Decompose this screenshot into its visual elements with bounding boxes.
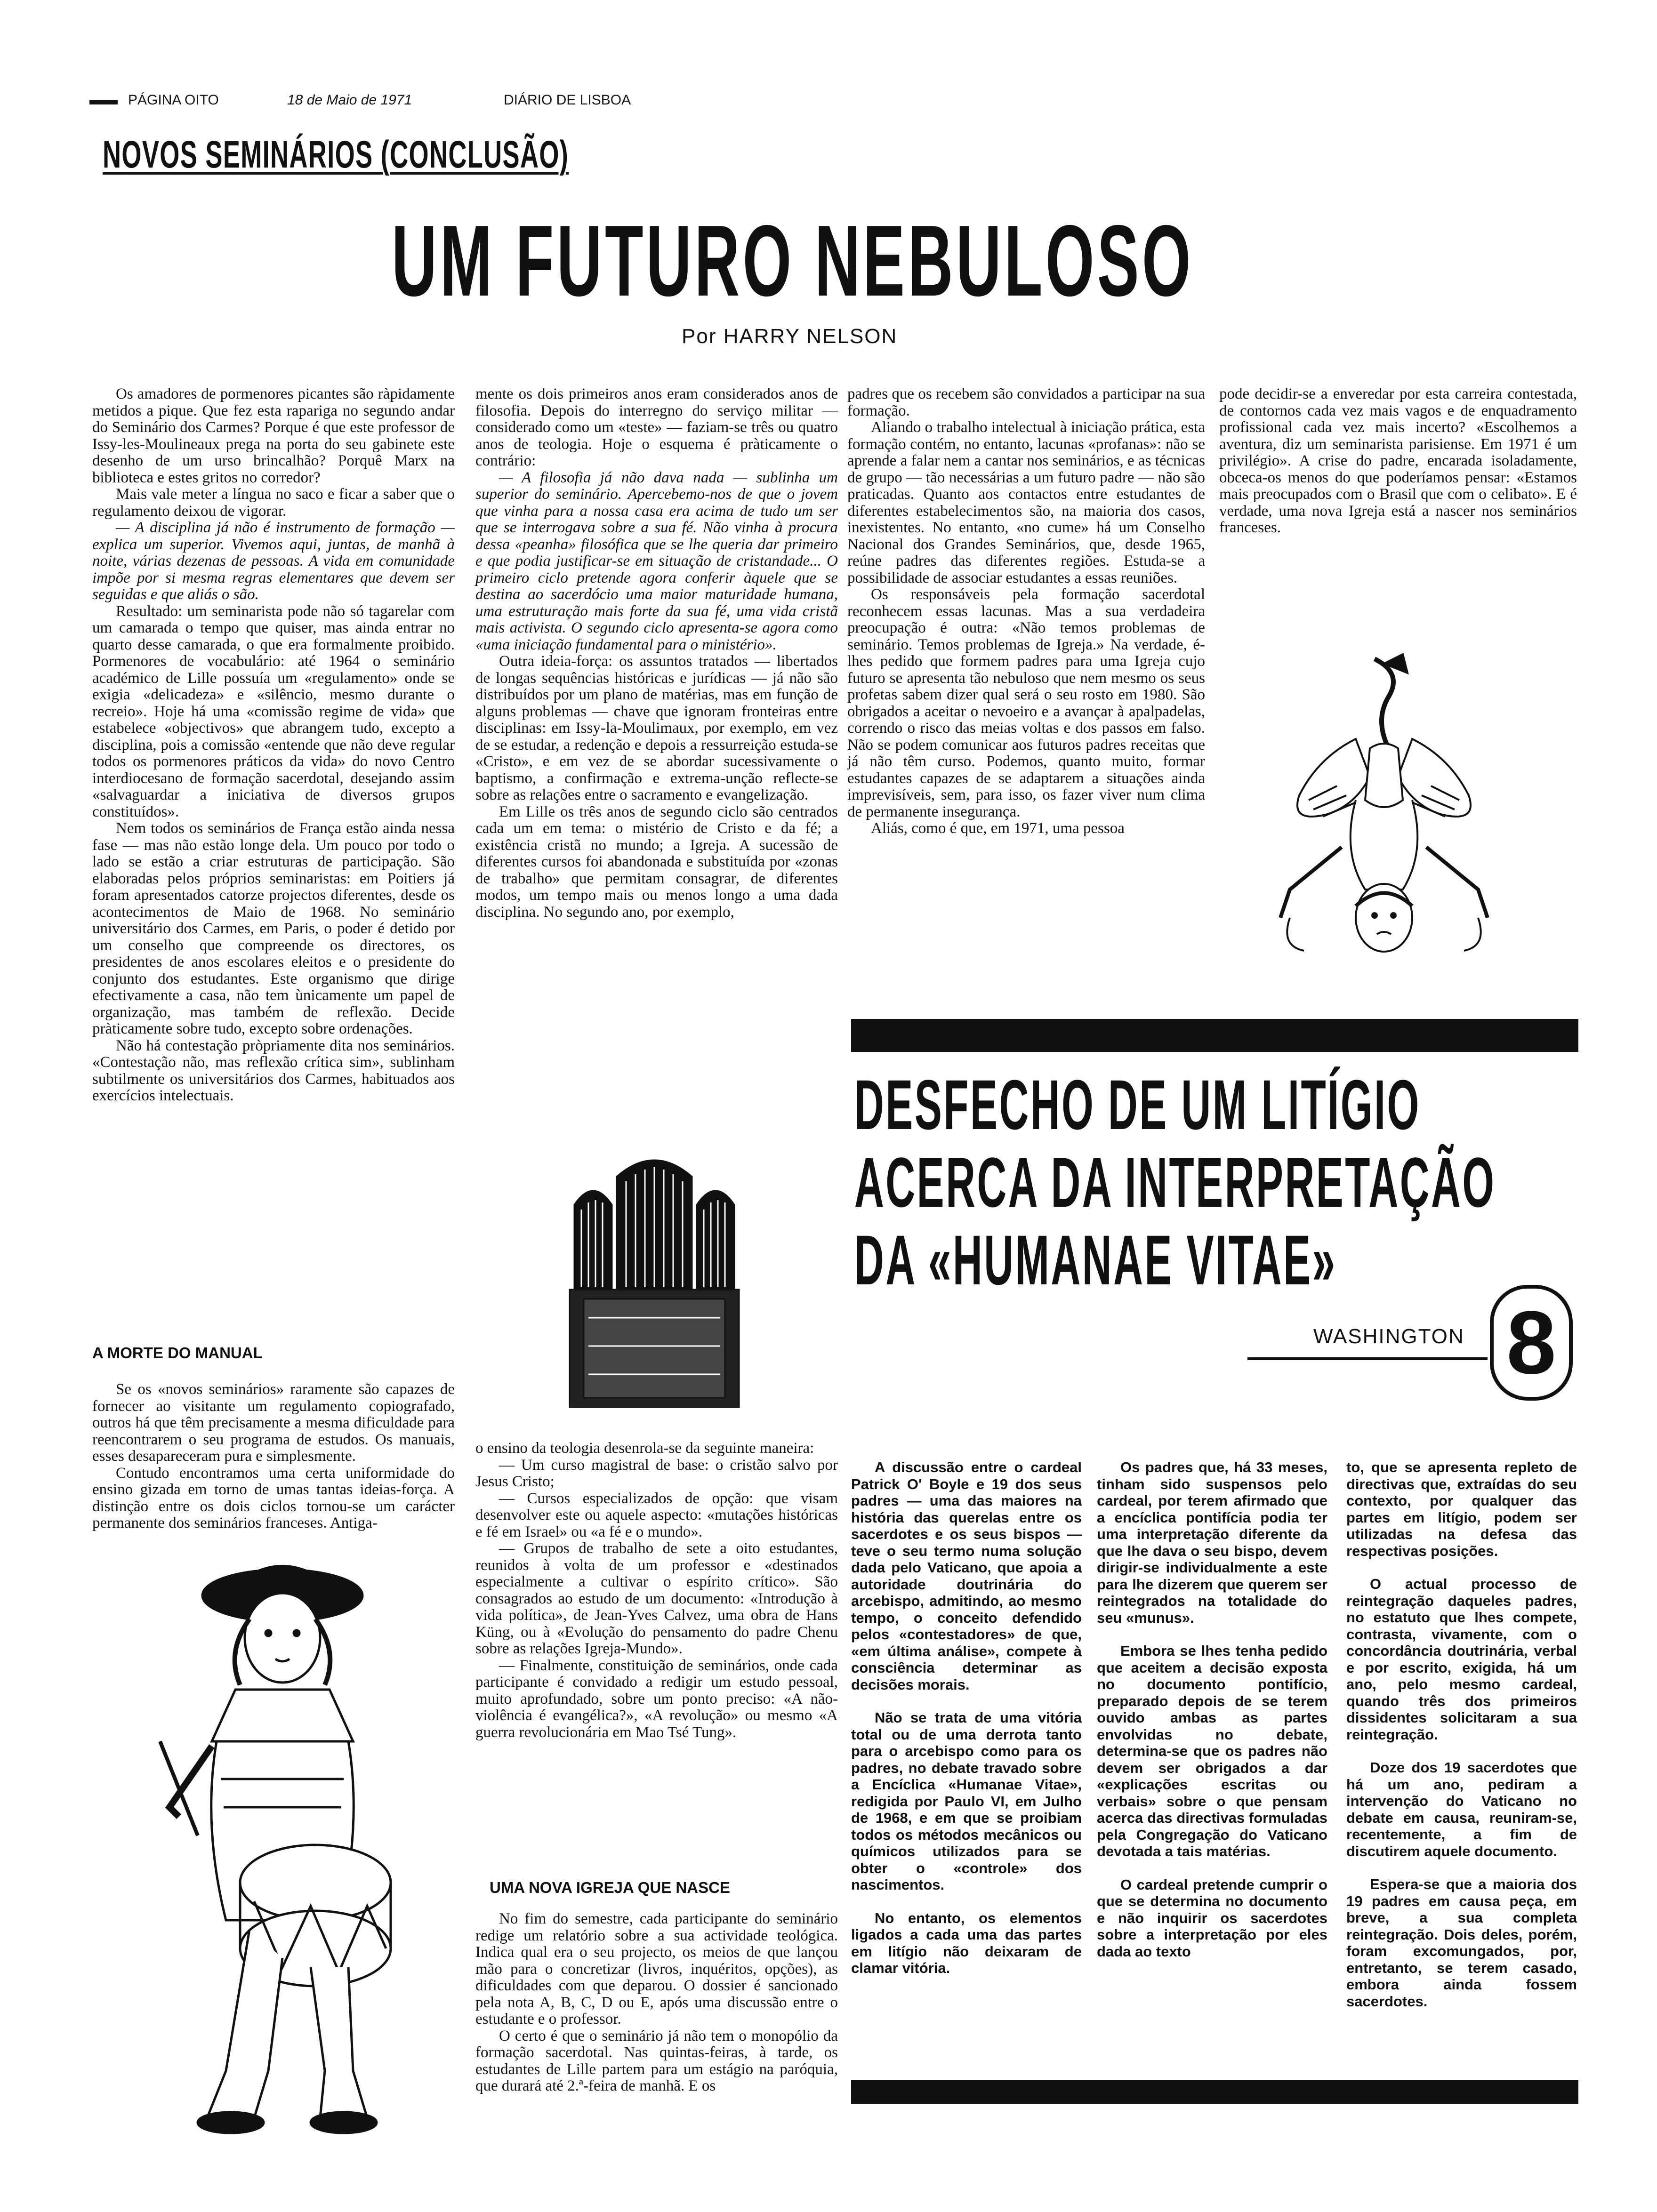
- paragraph: O certo é que o seminário já não tem o monopólio da formação sacerdotal. Nas quintas-feiras, à tarde, os estudantes de Lille partem para um estágio na paróquia, que durará até 2.ª-feira de manhã. E os: [475, 2027, 838, 2094]
- paragraph: mente os dois primeiros anos eram considerados anos de filosofia. Depois do interregno do serviço militar — considerado como um «teste» — faziam-se três ou quatro anos de teologia. Hoje o esquema é pràticamente o contrário:: [475, 385, 838, 469]
- paragraph: o ensino da teologia desenrola-se da seguinte maneira:: [475, 1440, 814, 1457]
- paragraph: — A filosofia já não dava nada — sublinha um superior do seminário. Apercebemo-nos de que o jovem que vinha para a nossa casa era acima de tudo um ser que se interrogava sobre a sua fé. Não vinha à procura dessa «peanha» filosófica que se lhe queria dar primeiro e que podia justificar-se em situação de cristandade... O primeiro ciclo pretende agora conferir àquele que se destina ao sacerdócio uma maior maturidade humana, uma estruturação mais forte da sua fé, uma vida cristã mais activista. O segundo ciclo apresenta-se agora como «uma iniciação fundamental para o ministério».: [475, 469, 838, 653]
- paragraph: No fim do semestre, cada participante do seminário redige um relatório sobre a sua actividade teológica. Indica qual era o seu projecto, os meios de que lançou mão para o concretizar (livros, inquéritos, opções), as dificuldades com que deparou. O dossier é sancionado pela nota A, B, C, D ou E, após uma discussão entre o estudante e o professor.: [475, 1910, 838, 2028]
- subhead-morte-do-manual: A MORTE DO MANUAL: [92, 1344, 263, 1362]
- paragraph: Embora se lhes tenha pedido que aceitem a decisão exposta no documento pontifício, preparado depois de se terem ouvido ambas as partes envolvidas no debate, determina-se que os padres não devem ser obrigados a dar «explicações escritas ou verbais» sobre o que pensam acerca das directivas formuladas pela Congregação do Vaticano devotada a tais matérias.: [1097, 1643, 1327, 1859]
- paragraph: — A disciplina já não é instrumento de formação — explica um superior. Vivemos aqui, juntas, de manhã à noite, várias dezenas de pessoas. A vida em comunidade impõe por si mesma regras elementares que devem ser seguidas e que aliás o são.: [92, 519, 455, 603]
- paragraph: Contudo encontramos uma certa uniformidade do ensino gizada em torno de umas tantas ideias-força. A distinção entre os dois ciclos tornou-se um carácter permanente dos seminários franceses. Antiga-: [92, 1464, 455, 1531]
- article2-col3: [1346, 1459, 1577, 2010]
- paragraph: padres que os recebem são convidados a participar na sua formação.: [847, 385, 1205, 419]
- paragraph: Os responsáveis pela formação sacerdotal reconhecem essas lacunas. Mas a sua verdadeira preocupação é outra: «Não temos problemas de seminário. Temos problemas de Igreja.» Na verdade, é-lhes pedido que formem padres para uma Igreja cujo futuro se apresenta tão nebuloso que nem mesmo os seus profetas sabem dizer qual será o seu rosto em 1980. São obrigados a aceitar o nevoeiro e a avançar à apalpadelas, correndo o risco das meias voltas e dos passos em falso. Não se podem comunicar aos futuros padres receitas que já não têm curso. Podemos, quanto muito, formar estudantes capazes de se adaptarem a situações ainda imprevisíveis, sem, para isso, os fazer viver num clima de permanente insegurança.: [847, 586, 1205, 820]
- logo-letter: 8: [1506, 1293, 1556, 1393]
- header-page: PÁGINA OITO: [128, 92, 219, 108]
- paragraph: Doze dos 19 sacerdotes que há um ano, pediram a intervenção do Vaticano no debate em causa, reuniram-se, recentemente, a fim de discutirem aquele documento.: [1346, 1759, 1577, 1859]
- article2-col1: [851, 1459, 1082, 1977]
- paragraph: Aliando o trabalho intelectual à iniciação prática, esta formação contém, no entanto, lacunas «profanas»: não se aprende a falar nem a cantar nos seminários, e as técnicas de grupo — tão necessárias a um futuro padre — não são praticadas. Quanto aos contactos entre estudantes de diferentes estabelecimentos são, na maioria dos casos, inexistentes. No entanto, «no cume» há um Conselho Nacional dos Grandes Seminários, que, desde 1965, reúne padres das diferentes regiões. Estuda-se a possibilidade de associar estudantes a essas reuniões.: [847, 419, 1205, 586]
- paragraph: Espera-se que a maioria dos 19 padres em causa peça, em breve, a sua completa reintegração. Dois deles, porém, foram excomungados, por, entretanto, se terem casado, embora ainda fossem sacerdotes.: [1346, 1876, 1577, 2010]
- drummer-boy-illustration: [141, 1544, 442, 2146]
- paragraph: Outra ideia-força: os assuntos tratados — libertados de longas sequências históricas e jurídicas — já não são distribuídos por um plano de matérias, mas em função de alguns problemas — chave que ignoram fronteiras entre disciplinas: em Issy-la-Moulimaux, por exemplo, em vez de se estudar, a redenção e depois a ressurreição estuda-se «Cristo», e em vez de se abordar sucessivamente o baptismo, a confirmação e extrema-unção reflecte-se sobre as relações entre o sacramento e evangelização.: [475, 653, 838, 803]
- paragraph: — Finalmente, constituição de seminários, onde cada participante é convidado a redigir um estudo pessoal, muito aprofundado, sobre um ponto preciso: «A não-violência é evangélica?», «A revolução» ou mesmo «A guerra revolucionária em Mao Tsé Tung».: [475, 1657, 838, 1741]
- article1-col2: [475, 386, 838, 921]
- header-mark: ▬▬: [89, 92, 118, 108]
- paragraph: to, que se apresenta repleto de directivas que, extraídas do seu contexto, por qualquer das partes em litígio, podem ser utilizadas na defesa das respectivas posições.: [1346, 1459, 1577, 1559]
- pipe-organ-illustration: [555, 1148, 753, 1412]
- article1-col2b: [475, 1440, 838, 1741]
- dateline-rule: [1247, 1357, 1488, 1360]
- diario-logo-icon: [1490, 1285, 1573, 1401]
- paragraph: — Cursos especializados de opção: que visam desenvolver este ou aquele aspecto: «mutações históricas e fé em Israel» ou «a fé e o mundo».: [475, 1490, 838, 1540]
- article2-title: [854, 1066, 1579, 1299]
- paragraph: — Um curso magistral de base: o cristão salvo por Jesus Cristo;: [475, 1456, 838, 1490]
- article2-col2: [1097, 1459, 1327, 1960]
- article2-top-bar: [851, 1019, 1578, 1052]
- section-title: NOVOS SEMINÁRIOS (CONCLUSÃO): [103, 133, 569, 176]
- paragraph: O actual processo de reintegração daqueles padres, no estatuto que lhes compete, contrasta, vivamente, com o concordância doutrinária, verbal e por escrito, exigida, há um ano, pelo mesmo cardeal, quando três dos primeiros dissidentes solicitaram a sua reintegração.: [1346, 1576, 1577, 1743]
- paragraph: Resultado: um seminarista pode não só tagarelar com um camarada o tempo que quiser, mas ainda entrar no quarto desse camarada, o que era formalmente proibido. Pormenores de vocabulário: até 1964 o seminário académico de Lille possuía um «regulamento» onde se exigia «delicadeza» e «silêncio, mesmo durante o recreio». Hoje há uma «comissão regime de vida» que estabelece «objectivos» que abrangem tudo, excepto a disciplina, pois a comissão «entende que não deve regular todos os pormenores práticos da vida» do novo Centro interdiocesano de formação sacerdotal, desejando assim «salvaguardar a iniciativa de diversos grupos constituídos».: [92, 602, 455, 820]
- paragraph: A discussão entre o cardeal Patrick O' Boyle e 19 dos seus padres — uma das maiores na história das querelas entre os sacerdotes e os seus bispos — teve o seu termo numa solução dada pelo Vaticano, que apoia a autoridade doutrinária do arcebispo, admitindo, ao mesmo tempo, o conceito defendido pelos «contestadores» de que, «em última análise», compete à consciência determinar as decisões morais.: [851, 1459, 1082, 1693]
- header-paper: DIÁRIO DE LISBOA: [504, 92, 631, 108]
- paragraph: Não há contestação pròpriamente dita nos seminários. «Contestação não, mas reflexão crítica sim», sublinham subtilmente os universitários dos Carmes, habituados aos exercícios intelectuais.: [92, 1037, 455, 1104]
- subhead-nova-igreja: UMA NOVA IGREJA QUE NASCE: [490, 1879, 730, 1896]
- paragraph: No entanto, os elementos ligados a cada uma das partes em litígio não deixaram de clamar vitória.: [851, 1909, 1082, 1976]
- paragraph: Em Lille os três anos de segundo ciclo são centrados cada um em tema: o mistério de Cristo e da fé; a existência cristã no mundo; a Igreja. A sucessão de diferentes cursos foi abandonada e substituída por «zonas de trabalho» que permitam consagrar, de diferentes modos, um tempo mais ou menos longo a uma dada disciplina. No segundo ano, por exemplo,: [475, 803, 838, 921]
- dateline: WASHINGTON: [1313, 1325, 1464, 1348]
- byline: Por HARRY NELSON: [682, 325, 898, 348]
- article1-col1b: [92, 1381, 455, 1532]
- main-title: UM FUTURO NEBULOSO: [392, 204, 1194, 317]
- page-header: [89, 92, 687, 111]
- paragraph: Os amadores de pormenores picantes são ràpidamente metidos a pique. Que fez esta rapariga no segundo andar do Seminário dos Carmes? Porque é que este professor de Issy-les-Moulineaux prega na porta do seu gabinete este desenho de um urso brincalhão? Porquê Marx na biblioteca e estes gritos no corredor?: [92, 385, 455, 486]
- article1-col4: [1219, 386, 1577, 537]
- article2-title-line: ACERCA DA INTERPRETAÇÃO: [854, 1143, 1496, 1222]
- paragraph: — Grupos de trabalho de sete a oito estudantes, reunidos à volta de um professor e «destinados especialmente a cultivar o espírito crítico». São consagrados ao estudo de um documento: «Introdução à vida política», de Jean-Yves Calvez, uma obra de Hans Küng, ou à «Evolução do pensamento do padre Chenu sobre as relações Igreja-Mundo».: [475, 1540, 838, 1657]
- angel-illustration: [1262, 645, 1506, 993]
- paragraph: Aliás, como é que, em 1971, uma pessoa: [871, 820, 1125, 837]
- article1-col2c: [475, 1911, 838, 2095]
- paragraph: Os padres que, há 33 meses, tinham sido suspensos pelo cardeal, por terem afirmado que a encíclica pontifícia podia ter uma interpretação diferente da que lhe dava o seu bispo, devem dirigir-se individualmente a este para lhe dizerem que querem ser reintegrados na totalidade do seu «munus».: [1097, 1459, 1327, 1626]
- article1-col3: [847, 386, 1205, 837]
- article1-col1: [92, 386, 455, 1105]
- article2-bottom-bar: [851, 2080, 1578, 2104]
- paragraph: Não se trata de uma vitória total ou de uma derrota tanto para o arcebispo como para os padres, no debate travado sobre a Encíclica «Humanae Vitae», redigida por Paulo VI, em Julho de 1968, e em que se proibiam todos os métodos mecânicos ou químicos utilizados para se obter o «controle» dos nascimentos.: [851, 1709, 1082, 1893]
- paragraph: pode decidir-se a enveredar por esta carreira contestada, de contornos cada vez mais vagos e de enquadramento profissional cada vez mais incerto? «Escolhemos a aventura, diz um seminarista parisiense. Em 1971 é um privilégio». A crise do padre, encarada isoladamente, obceca-os menos do que poderíamos pensar: «Estamos mais preocupados com o Brasil que com o celibato». E é verdade, uma nova Igreja está a nascer nos seminários franceses.: [1219, 385, 1577, 536]
- paragraph: O cardeal pretende cumprir o que se determina no documento e não inquirir os sacerdotes sobre a interpretação por eles dada ao texto: [1097, 1876, 1327, 1960]
- header-date: 18 de Maio de 1971: [287, 92, 412, 108]
- paragraph: Mais vale meter a língua no saco e ficar a saber que o regulamento deixou de vigorar.: [92, 486, 455, 520]
- article2-title-line: DESFECHO DE UM LITÍGIO: [854, 1065, 1421, 1144]
- paragraph: Nem todos os seminários de França estão ainda nessa fase — mas não estão longe dela. Um pouco por todo o lado se estão a criar estruturas de participação. São elaboradas pelos próprios seminaristas: em Poitiers já foram apresentados catorze projectos diferentes, desde os acontecimentos de Maio de 1968. No seminário universitário dos Carmes, em Paris, o poder é detido por um conselho que compreende os directores, os presidentes de anos escolares eleitos e o presidente do conjunto dos estudantes. Este organismo que dirige efectivamente a casa, não tem ùnicamente um papel de organização, mas também de reflexão. Decide pràticamente sobre tudo, excepto sobre ordenações.: [92, 820, 455, 1037]
- article2-title-line: DA «HUMANAE VITAE»: [854, 1220, 1337, 1299]
- paragraph: Se os «novos seminários» raramente são capazes de fornecer ao visitante um regulamento copiografado, outros há que têm precisamente a mesma dificuldade para reencontrarem o seu programa de estudos. Os manuais, esses desapareceram pura e simplesmente.: [92, 1381, 455, 1465]
